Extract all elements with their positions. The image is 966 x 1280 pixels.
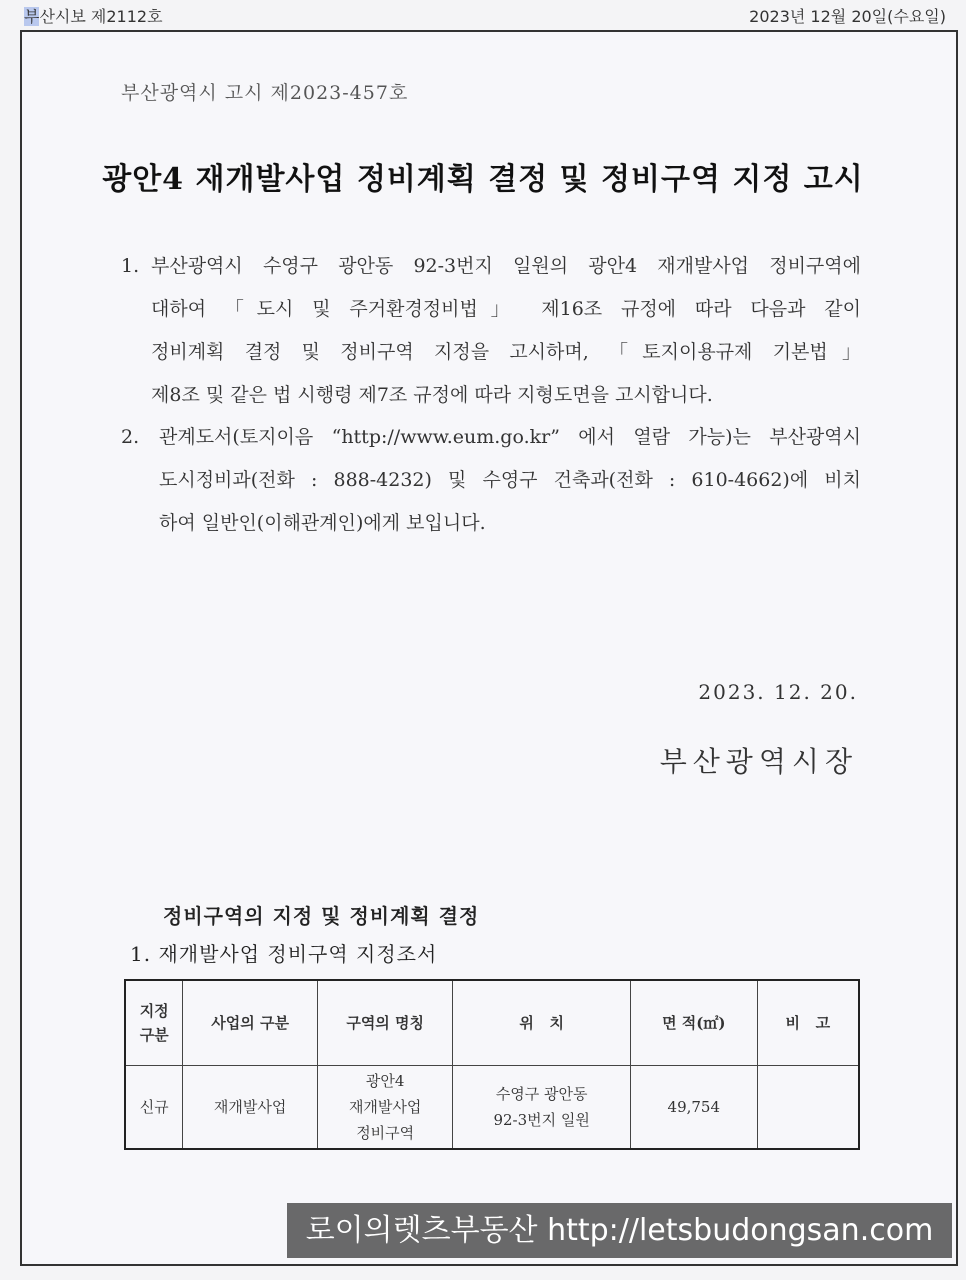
paragraph-1-body <box>151 245 861 417</box>
signature: 부산광역시장 <box>659 745 858 778</box>
paragraph-1-line: 제8조 및 같은 법 시행령 제7조 규정에 따라 지형도면을 고시합니다. <box>151 384 713 406</box>
paragraph-2-line: 도시정비과(전화 : 888-4232) 및 수영구 건축과(전화 : 610-4662)에 비치 <box>159 469 861 491</box>
table-cell: 재개발사업 <box>183 1066 318 1150</box>
table-header-cell: 사업의 구분 <box>183 980 318 1066</box>
notice-date: 2023. 12. 20. <box>698 680 858 704</box>
publication-date: 2023년 12월 20일(수요일) <box>749 7 946 26</box>
table-header-cell: 구역의 명칭 <box>317 980 453 1066</box>
table-cell: 49,754 <box>630 1066 757 1150</box>
table-header-cell: 비 고 <box>757 980 859 1066</box>
table-row <box>125 1066 859 1150</box>
designation-table <box>124 979 860 1150</box>
table-header-cell: 위 치 <box>453 980 630 1066</box>
paragraph-1-line: 정비계획 결정 및 정비구역 지정을 고시하며, 「토지이용규제 기본법」 <box>151 341 861 363</box>
paragraph-1-number: 1. <box>121 255 140 277</box>
section-title: 정비구역의 지정 및 정비계획 결정 <box>163 904 480 928</box>
paragraph-2-body <box>159 416 861 545</box>
paragraph-1 <box>121 245 861 417</box>
paragraph-2 <box>121 416 861 545</box>
section-subtitle: 1. 재개발사업 정비구역 지정조서 <box>130 942 438 966</box>
paragraph-1-line: 부산광역시 수영구 광안동 92-3번지 일원의 광안4 재개발사업 정비구역에 <box>151 255 861 277</box>
watermark-banner: 로이의렛츠부동산 http://letsbudongsan.com <box>287 1203 952 1258</box>
table-cell: 신규 <box>125 1066 183 1150</box>
publication-number: 부산시보 제2112호 <box>24 7 163 26</box>
paragraph-1-line: 대하여 「도시 및 주거환경정비법」 제16조 규정에 따라 다음과 같이 <box>151 298 861 320</box>
paragraph-2-number: 2. <box>121 426 140 448</box>
paragraph-2-line: 관계도서(토지이음 “http://www.eum.go.kr” 에서 열람 가능)는 부산광역시 <box>159 426 861 448</box>
notice-number: 부산광역시 고시 제2023-457호 <box>121 82 409 104</box>
table-cell: 수영구 광안동 92-3번지 일원 <box>453 1066 630 1150</box>
table-header-cell: 지정 구분 <box>125 980 183 1066</box>
table-cell <box>757 1066 859 1150</box>
paragraph-2-line: 하여 일반인(이해관계인)에게 보입니다. <box>159 512 486 534</box>
table-header-cell: 면 적(㎡) <box>630 980 757 1066</box>
document-header <box>0 0 966 28</box>
notice-title: 광안4 재개발사업 정비계획 결정 및 정비구역 지정 고시 <box>102 162 864 197</box>
table-header-row <box>125 980 859 1066</box>
table-cell: 광안4 재개발사업 정비구역 <box>317 1066 453 1150</box>
